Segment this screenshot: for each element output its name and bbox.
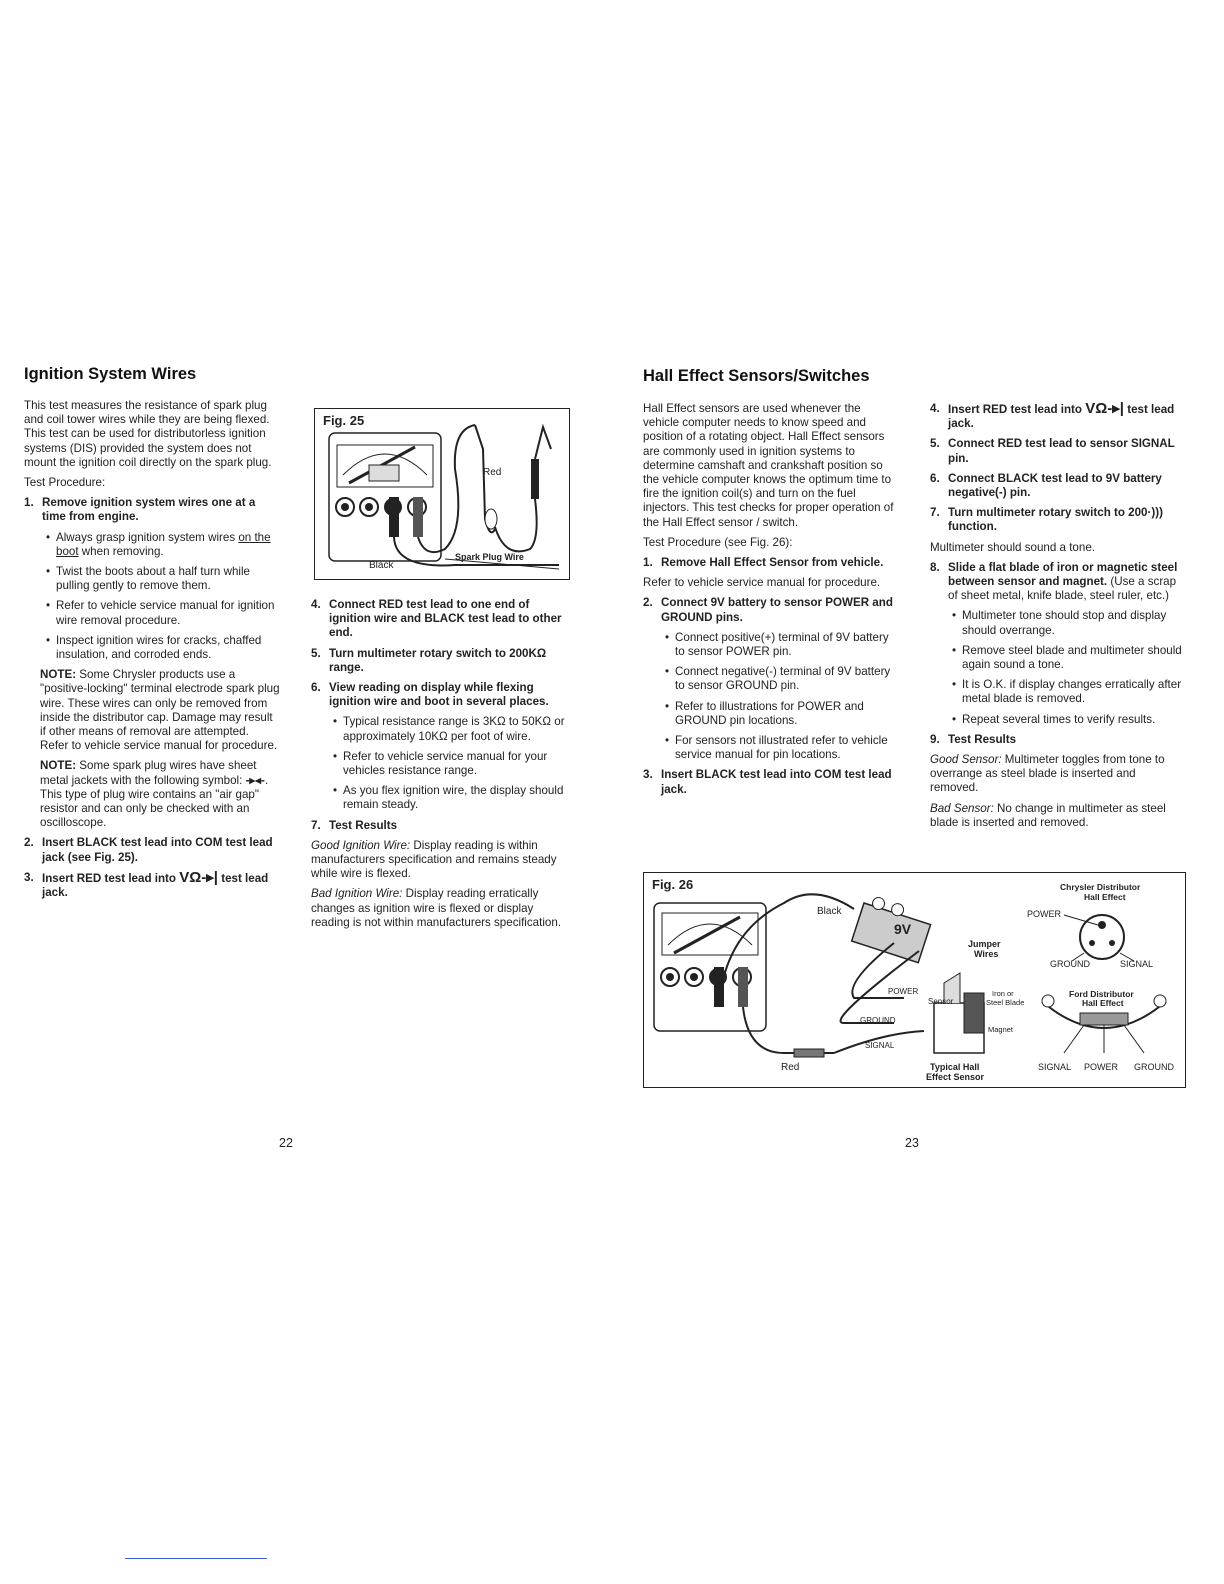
hall-step-9: 9. Test Results	[930, 732, 1017, 746]
right-column-1	[643, 402, 895, 803]
hall-step-1: 1. Remove Hall Effect Sensor from vehicle.	[643, 556, 884, 570]
step-7: 7. Test Results	[311, 818, 398, 832]
left-page-title: Ignition System Wires	[24, 365, 197, 383]
fig25-spark-label: Spark Plug Wire	[455, 552, 524, 562]
fig26-battery-label: 9V	[894, 921, 912, 937]
fig26-power-label: POWER	[888, 987, 919, 996]
step-1: 1. Remove ignition system wires one at a time from engine.	[24, 496, 256, 524]
hall-step-5: 5. Connect RED test lead to sensor SIGNAL pin.	[930, 437, 1175, 465]
fig26-jumper-label: Jumper	[968, 939, 1001, 949]
fig25-black-label: Black	[369, 560, 394, 571]
fig26-typical-label-2: Effect Sensor	[926, 1072, 985, 1082]
fig26-iron-label-2: Steel Blade	[986, 998, 1025, 1007]
hall-bullet-8: • Repeat several times to verify results.	[950, 713, 1186, 727]
fig26-signal-label: SIGNAL	[865, 1041, 895, 1050]
chrysler-distributor-label-1: Chrysler Distributor	[1060, 882, 1141, 892]
note-1: NOTE: Some Chrysler products use a "positive-locking" terminal electrode spark plug wire. These wires can only be removed from inside the distributor cap. Damage may result if other means of removal are attempted. Refer to vehicle service manual for procedure.	[40, 668, 280, 753]
hall-step-2: 2. Connect 9V battery to sensor POWER and GROUND pins.	[643, 596, 893, 624]
figure-26-label: Fig. 26	[652, 877, 694, 892]
hall-bullet-5: • Multimeter tone should stop and display should overrange.	[950, 609, 1186, 637]
hall-bullet-3: • Refer to illustrations for POWER and GROUND pin locations.	[663, 700, 895, 728]
left-column-2	[311, 598, 569, 936]
fig25-red-label: Red	[483, 467, 502, 478]
left-column-1	[24, 399, 280, 906]
hall-test-procedure: Test Procedure (see Fig. 26):	[643, 535, 793, 549]
step-6: 6. View reading on display while flexing ignition wire and boot in several places.	[311, 681, 549, 709]
ford-signal-label: SIGNAL	[1038, 1062, 1072, 1072]
hall-step-1-sub: Refer to vehicle service manual for procedure.	[643, 576, 881, 590]
hall-bullet-2: • Connect negative(-) terminal of 9V battery to sensor GROUND pin.	[663, 665, 895, 693]
step-3: 3. Insert RED test lead into VΩ-▸| test lead jack.	[24, 868, 269, 900]
step-2: 2. Insert BLACK test lead into COM test lead jack (see Fig. 25).	[24, 836, 273, 864]
hall-step-7: 7. Turn multimeter rotary switch to 200·))) function.	[930, 506, 1163, 534]
hall-bullet-6: • Remove steel blade and multimeter should again sound a tone.	[950, 644, 1186, 672]
figure-25	[314, 408, 570, 580]
bullet-1: • Always grasp ignition system wires on the boot when removing.	[44, 531, 280, 559]
bullet-6: • Refer to vehicle service manual for your vehicles resistance range.	[331, 750, 569, 778]
test-procedure-label: Test Procedure:	[24, 476, 106, 490]
hall-bullet-7: • It is O.K. if display changes erratically after metal blade is removed.	[950, 678, 1186, 706]
ford-ground-label: GROUND	[1134, 1062, 1174, 1072]
hall-intro-text: Hall Effect sensors are used whenever the vehicle computer needs to know speed and position of a rotating object. Hall Effect sensors are commonly used in ignition systems to determine camshaft and crankshaft position so the vehicle computer knows the optimum time to fire the ignition coil(s) and turn on the fuel injectors. This test checks for proper operation of the Hall Effect sensor / switch.	[643, 402, 894, 529]
chrysler-distributor-label-2: Hall Effect	[1084, 892, 1126, 902]
fig26-red-label: Red	[781, 1062, 800, 1073]
good-ignition-wire: Good Ignition Wire: Display reading is within manufacturers specification and remains steady while wire is flexed.	[311, 838, 557, 881]
fig26-iron-label-1: Iron or	[992, 989, 1014, 998]
hall-step-4: 4. Insert RED test lead into VΩ-▸| test lead jack.	[930, 400, 1175, 431]
ford-distributor-label-2: Hall Effect	[1082, 998, 1124, 1008]
fig26-black-label: Black	[817, 906, 842, 917]
hall-step-6: 6. Connect BLACK test lead to 9V battery negative(-) pin.	[930, 471, 1162, 500]
hall-step-3: 3. Insert BLACK test lead into COM test lead jack.	[643, 768, 892, 796]
page-number-left: 22	[279, 1136, 293, 1150]
figure-26	[643, 872, 1186, 1088]
page-number-right: 23	[905, 1136, 919, 1150]
bullet-4: • Inspect ignition wires for cracks, chaffed insulation, and corroded ends.	[44, 634, 280, 662]
right-column-2	[930, 402, 1186, 836]
bullet-2: • Twist the boots about a half turn while pulling gently to remove them.	[44, 565, 280, 593]
chrysler-signal-label: SIGNAL	[1120, 959, 1154, 969]
bad-ignition-wire: Bad Ignition Wire: Display reading erratically changes as ignition wire is flexed or display reading is not within manufacturers specification.	[311, 887, 562, 929]
step-4: 4. Connect RED test lead to one end of ignition wire and BLACK test lead to other end.	[311, 598, 562, 640]
ford-power-label: POWER	[1084, 1062, 1119, 1072]
fig26-ground-label: GROUND	[860, 1016, 896, 1025]
hall-bullet-1: • Connect positive(+) terminal of 9V battery to sensor POWER pin.	[663, 631, 895, 659]
multimeter-illustration-25	[315, 409, 569, 579]
chrysler-power-label: POWER	[1027, 909, 1062, 919]
fig26-magnet-label: Magnet	[988, 1025, 1014, 1034]
ford-distributor-label-1: Ford Distributor	[1069, 989, 1134, 999]
intro-text: This test measures the resistance of spark plug and coil tower wires while they are being flexed. This test can be used for distributorless ignition systems (DIS) provided the system does not mount the ignition coil directly on the spark plug.	[24, 399, 272, 469]
step-5: 5. Turn multimeter rotary switch to 200KΩ range.	[311, 646, 547, 674]
hall-bullet-4: • For sensors not illustrated refer to vehicle service manual for pin locations.	[663, 734, 895, 762]
note-2: NOTE: Some spark plug wires have sheet metal jackets with the following symbol: -▸◂-. This type of plug wire contains an "air gap" resistor and can only be checked with an oscilloscope.	[40, 759, 269, 830]
chrysler-ground-label: GROUND	[1050, 959, 1090, 969]
hall-step-7-sub: Multimeter should sound a tone.	[930, 540, 1095, 554]
bad-sensor: Bad Sensor: No change in multimeter as steel blade is inserted and removed.	[930, 801, 1166, 829]
footer-line	[125, 1558, 267, 1559]
bullet-5: • Typical resistance range is 3KΩ to 50KΩ or approximately 10KΩ per foot of wire.	[331, 715, 569, 743]
hall-step-8: 8. Slide a flat blade of iron or magnetic steel between sensor and magnet. (Use a scrap of sheet metal, knife blade, steel ruler, etc.)	[930, 560, 1178, 603]
hall-sensor-illustration	[644, 873, 1185, 1087]
bullet-3: • Refer to vehicle service manual for ignition wire removal procedure.	[44, 599, 280, 627]
right-page-title: Hall Effect Sensors/Switches	[643, 367, 870, 385]
bullet-7: • As you flex ignition wire, the display should remain steady.	[331, 784, 569, 812]
fig26-wires-label: Wires	[974, 949, 999, 959]
good-sensor: Good Sensor: Multimeter toggles from tone to overrange as steel blade is inserted and removed.	[930, 753, 1165, 795]
fig26-sensor-label: Sensor	[928, 997, 954, 1006]
figure-25-label: Fig. 25	[323, 413, 365, 428]
fig26-typical-label-1: Typical Hall	[930, 1062, 980, 1072]
